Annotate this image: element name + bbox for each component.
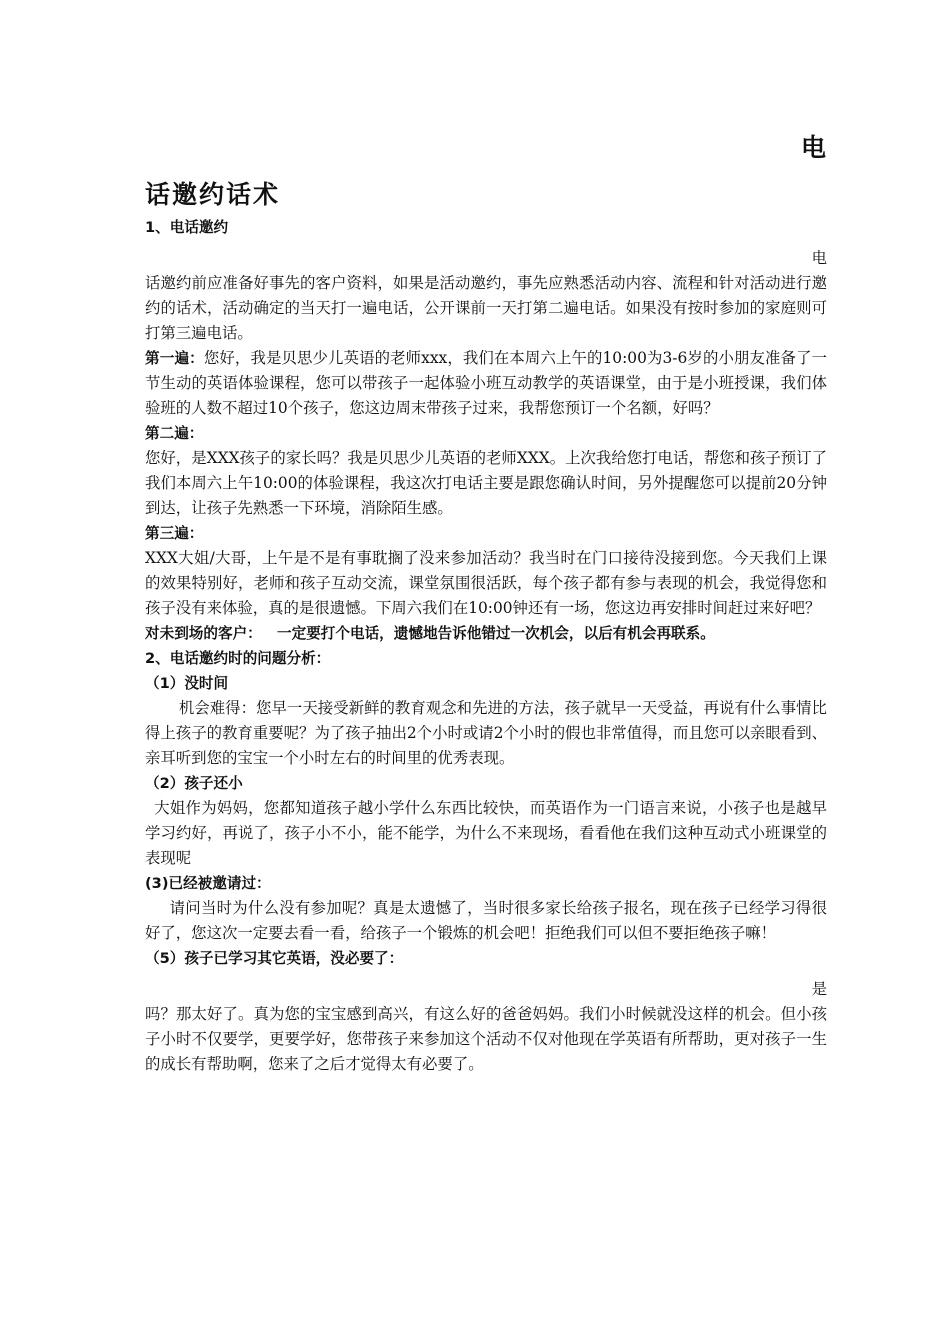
section1-intro: 话邀约前应准备好事先的客户资料，如果是活动邀约，事先应熟悉活动内容、流程和针对活动进行邀约的话术，活动确定的当天打一遍电话，公开课前一天打第二遍电话。如果没有按时参加的家庭则可打第三遍电话。 <box>145 274 827 342</box>
call3-label: 第三遍： <box>145 525 204 542</box>
call1-text: 您好，我是贝思少儿英语的老师xxx，我们在本周六上午的10:00为3-6岁的小朋友准备了一节生动的英语体验课程，您可以带孩子一起体验小班互动教学的英语课堂，由于是小班授课，我们体验班的人数不超过10个孩子，您这边周末带孩子过来，我帮您预订一个名额，好吗？ <box>145 349 827 417</box>
q2-label: （2）孩子还小 <box>145 775 243 792</box>
call3-text: XXX大姐/大哥，上午是不是有事耽搁了没来参加活动？我当时在门口接待没接到您。今天我们上课的效果特别好，老师和孩子互动交流，课堂氛围很活跃，每个孩子都有参与表现的机会，我觉得您和孩子没有来体验，真的是很遗憾。下周六我们在10:00钟还有一场，您这边再安排时间赶过来好吧？ <box>145 549 827 617</box>
call1-paragraph <box>145 346 827 421</box>
q1-label: （1）没时间 <box>145 675 229 692</box>
noshow-label: 对未到场的客户： <box>145 625 262 642</box>
q1-text: 机会难得：您早一天接受新鲜的教育观念和先进的方法，孩子就早一天受益，再说有什么事情比得上孩子的教育重要呢？为了孩子抽出2个小时或请2个小时的假也非常值得，而且您可以亲眼看到、亲耳听到您的宝宝一个小时左右的时间里的优秀表现。 <box>145 699 827 767</box>
title-part-1: 电 <box>800 133 827 162</box>
call2-text: 您好，是XXX孩子的家长吗？我是贝思少儿英语的老师XXX。上次我给您打电话，帮您和孩子预订了我们本周六上午10:00的体验课程，我这次打电话主要是跟您确认时间，另外提醒您可以提前20分钟到达，让孩子先熟悉一下环境，消除陌生感。 <box>145 449 827 517</box>
q2-text: 大姐作为妈妈，您都知道孩子越小学什么东西比较快，而英语作为一门语言来说，小孩子也是越早学习约好，再说了，孩子小不小，能不能学，为什么不来现场，看看他在我们这种互动式小班课堂的表现呢 <box>145 799 827 867</box>
q5-lead: 是 <box>811 980 827 998</box>
q3-text: 请问当时为什么没有参加呢？真是太遗憾了，当时很多家长给孩子报名，现在孩子已经学习得很好了，您这次一定要去看一看，给孩子一个锻炼的机会吧！拒绝我们可以但不要拒绝孩子嘛！ <box>145 899 827 942</box>
noshow-text: 一定要打个电话，遗憾地告诉他错过一次机会，以后有机会再联系。 <box>277 625 715 642</box>
call2-label: 第二遍： <box>145 425 204 442</box>
q5-text: 吗？那太好了。真为您的宝宝感到高兴，有这么好的爸爸妈妈。我们小时候就没这样的机会。但小孩子小时不仅要学，更要学好，您带孩子来参加这个活动不仅对他现在学英语有所帮助，更对孩子一生的成长有帮助啊，您来了之后才觉得太有必要了。 <box>145 1005 827 1073</box>
title-part-2: 话邀约话术 <box>145 180 281 209</box>
q3-label: (3)已经被邀请过： <box>145 875 271 892</box>
call1-label: 第一遍： <box>145 350 204 367</box>
body-column <box>145 215 827 1077</box>
q5-label: （5）孩子已学习其它英语，没必要了： <box>145 950 404 967</box>
noshow-paragraph <box>145 621 827 646</box>
section1-intro-lead: 电 <box>811 249 827 267</box>
section2-heading: 2、电话邀约时的问题分析： <box>145 650 331 667</box>
section1-heading: 1、电话邀约 <box>145 219 229 236</box>
